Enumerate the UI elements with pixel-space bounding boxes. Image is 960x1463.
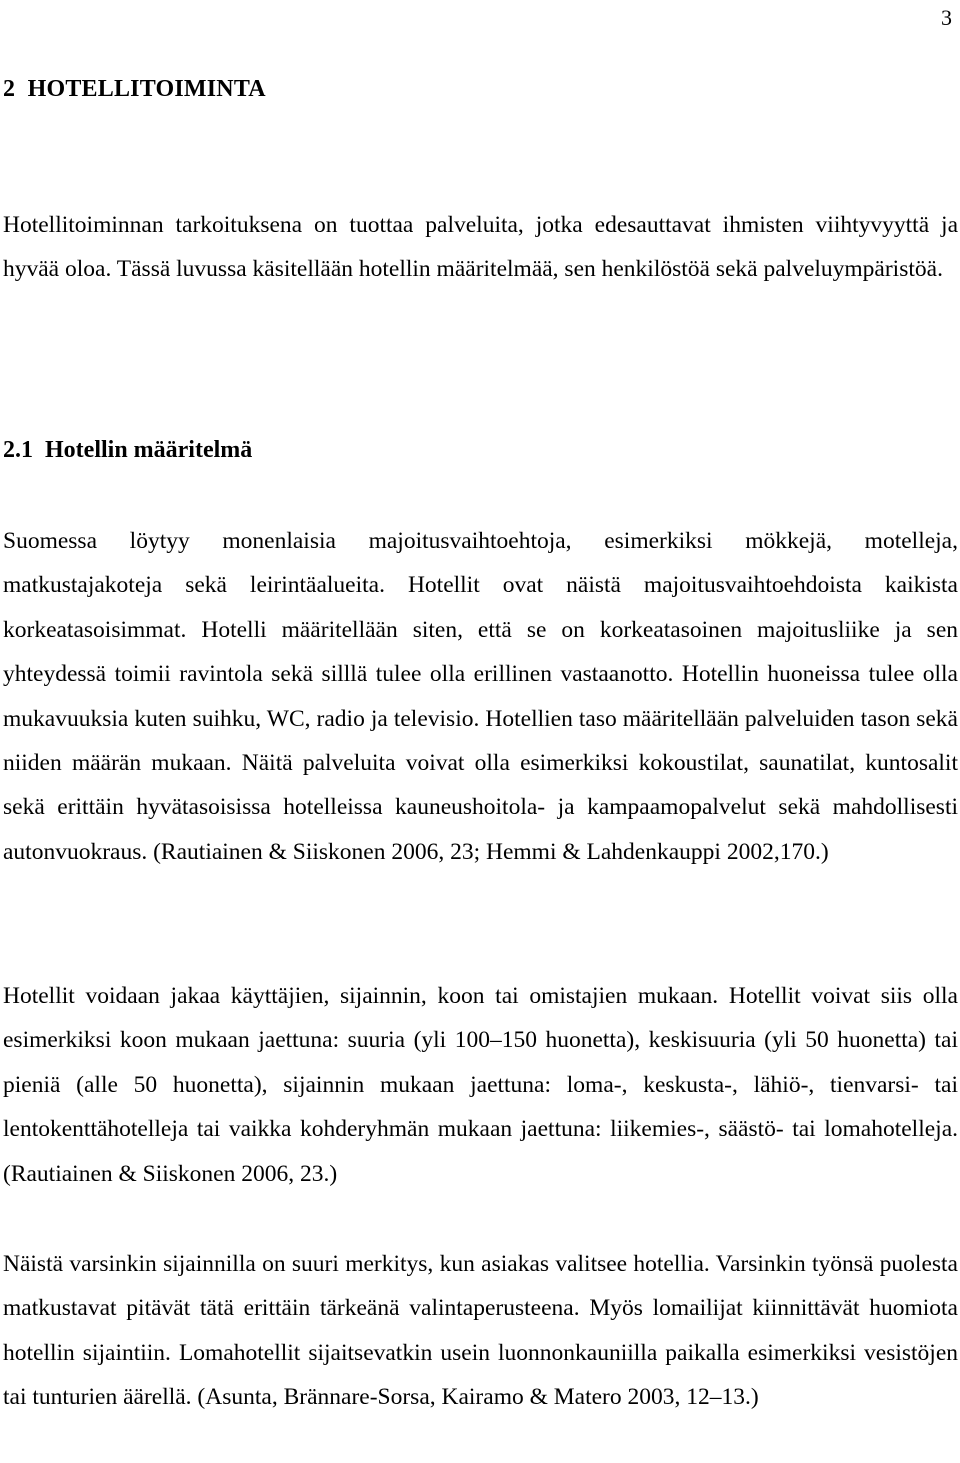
chapter-intro-paragraph: Hotellitoiminnan tarkoituksena on tuottaa palveluita, jotka edesauttavat ihmisten viihtyvyyttä ja hyvää oloa. Tässä luvussa käsitellään hotellin määritelmää, sen henkilöstöä sekä palveluympäristöä. (3, 212, 958, 283)
definition-paragraph: Suomessa löytyy monenlaisia majoitusvaihtoehtoja, esimerkiksi mökkejä, motelleja, matkustajakoteja sekä leirintäalueita. Hotellit ovat näistä majoitusvaihtoehdoista kaikista korkeatasoisimmat. Hotelli määritellään siten, että se on korkeatasoinen majoitusliike ja sen yhteydessä toimii ravintola sekä silllä tulee olla erillinen vastaanotto. Hotellin huoneissa tulee olla mukavuuksia kuten suihku, WC, radio ja televisio. Hotellien taso määritellään palveluiden tason sekä niiden määrän mukaan. Näitä palveluita voivat olla esimerkiksi kokoustilat, saunatilat, kuntosalit sekä erittäin hyvätasoisissa hotelleissa kauneushoitola- ja kampaamopalvelut sekä mahdollisesti autonvuokraus. (Rautiainen & Siiskonen 2006, 23; Hemmi & Lahdenkauppi 2002,170.) (3, 528, 958, 865)
chapter-heading: 2 HOTELLITOIMINTA (3, 76, 266, 102)
location-paragraph: Näistä varsinkin sijainnilla on suuri merkitys, kun asiakas valitsee hotellia. Varsinkin työnsä puolesta matkustavat pitävät tätä erittäin tärkeänä valintaperusteena. Myös lomailijat kiinnittävät huomiota hotellin sijaintiin. Lomahotellit sijaitsevatkin usein luonnonkauniilla paikalla esimerkiksi vesistöjen tai tunturien äärellä. (Asunta, Brännare-Sorsa, Kairamo & Matero 2003, 12–13.) (3, 1251, 958, 1411)
classification-paragraph: Hotellit voidaan jakaa käyttäjien, sijainnin, koon tai omistajien mukaan. Hotellit voivat siis olla esimerkiksi koon mukaan jaettuna: suuria (yli 100–150 huonetta), keskisuuria (yli 50 huonetta) tai pieniä (alle 50 huonetta), sijainnin mukaan jaettuna: loma-, keskusta-, lähiö-, tienvarsi- tai lentokenttähotelleja tai vaikka kohderyhmän mukaan jaettuna: liikemies-, säästö- tai lomahotelleja. (Rautiainen & Siiskonen 2006, 23.) (3, 983, 958, 1187)
section-heading: 2.1 Hotellin määritelmä (3, 437, 253, 463)
page-number: 3 (941, 5, 952, 30)
